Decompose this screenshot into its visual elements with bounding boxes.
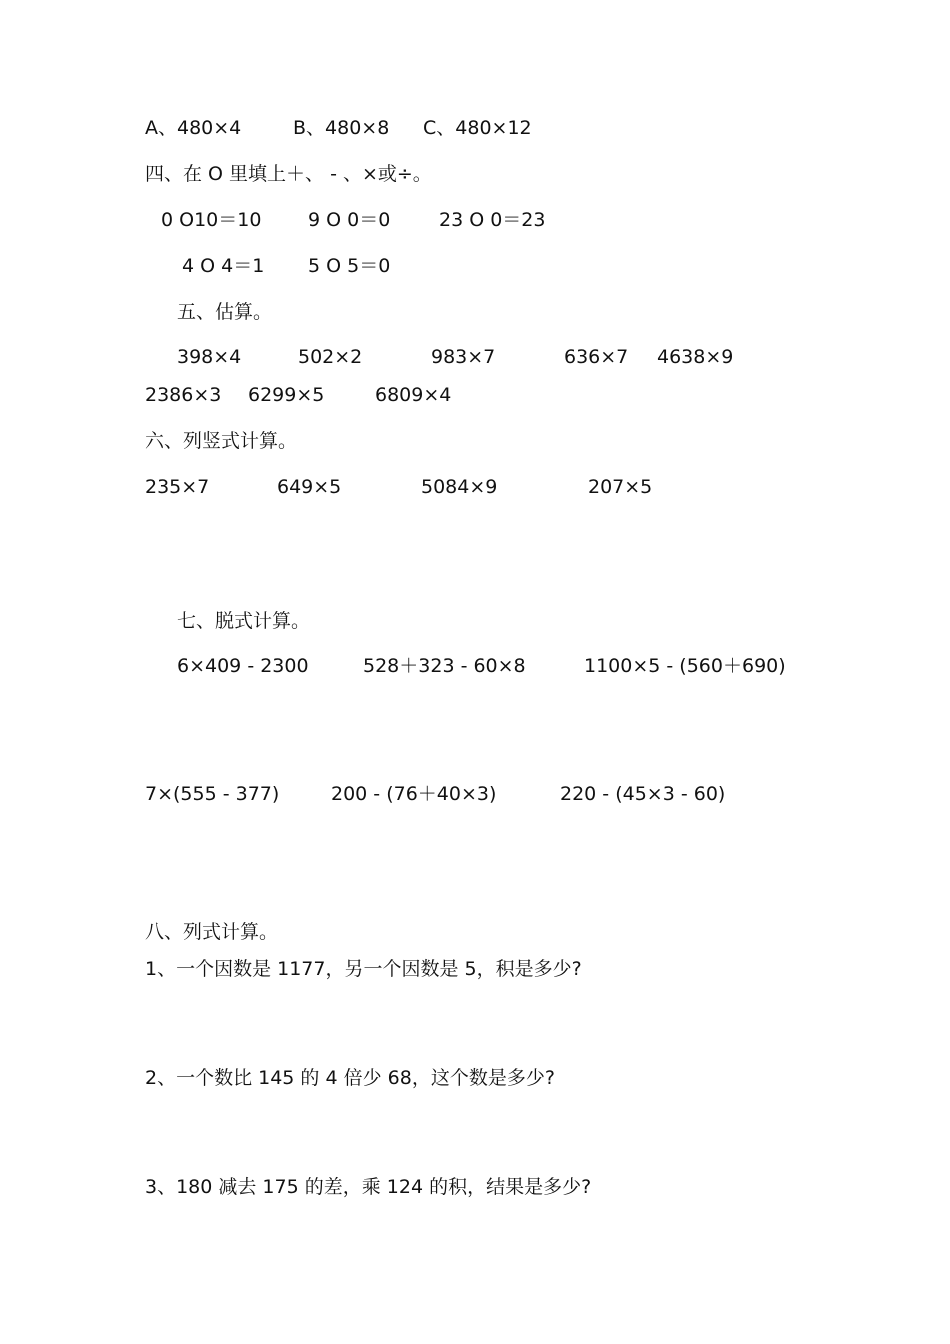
- fill-operator-item: 23 O 0＝23: [439, 209, 546, 231]
- fill-operator-item: 5 O 5＝0: [308, 255, 391, 277]
- estimate-item: 6809×4: [375, 384, 452, 406]
- fill-operator-item: 0 O10＝10: [161, 209, 262, 231]
- section-seven-heading: 七、脱式计算。: [177, 610, 311, 632]
- word-problem: 1、一个因数是 1177，另一个因数是 5，积是多少?: [145, 958, 582, 980]
- vertical-calc-item: 5084×9: [421, 476, 498, 498]
- vertical-calc-item: 235×7: [145, 476, 210, 498]
- estimate-item: 636×7: [564, 346, 629, 368]
- step-calc-item: 7×(555 - 377): [145, 783, 280, 805]
- fill-operator-item: 9 O 0＝0: [308, 209, 391, 231]
- estimate-item: 502×2: [298, 346, 363, 368]
- estimate-item: 4638×9: [657, 346, 734, 368]
- step-calc-item: 200 - (76＋40×3): [331, 783, 497, 805]
- option-a: A、480×4: [145, 117, 242, 139]
- option-b: B、480×8: [293, 117, 390, 139]
- step-calc-item: 220 - (45×3 - 60): [560, 783, 726, 805]
- vertical-calc-item: 649×5: [277, 476, 342, 498]
- estimate-item: 398×4: [177, 346, 242, 368]
- section-eight-heading: 八、列式计算。: [145, 921, 279, 943]
- word-problem: 3、180 减去 175 的差，乘 124 的积，结果是多少?: [145, 1176, 592, 1198]
- estimate-item: 2386×3: [145, 384, 222, 406]
- option-c: C、480×12: [423, 117, 532, 139]
- step-calc-item: 6×409 - 2300: [177, 655, 309, 677]
- vertical-calc-item: 207×5: [588, 476, 653, 498]
- fill-operator-item: 4 O 4＝1: [182, 255, 265, 277]
- step-calc-item: 1100×5 - (560＋690): [584, 655, 786, 677]
- section-four-heading: 四、在 O 里填上＋、 - 、×或÷。: [145, 163, 432, 185]
- step-calc-item: 528＋323 - 60×8: [363, 655, 526, 677]
- section-five-heading: 五、估算。: [177, 301, 273, 323]
- estimate-item: 6299×5: [248, 384, 325, 406]
- word-problem: 2、一个数比 145 的 4 倍少 68，这个数是多少?: [145, 1067, 555, 1089]
- section-six-heading: 六、列竖式计算。: [145, 430, 298, 452]
- estimate-item: 983×7: [431, 346, 496, 368]
